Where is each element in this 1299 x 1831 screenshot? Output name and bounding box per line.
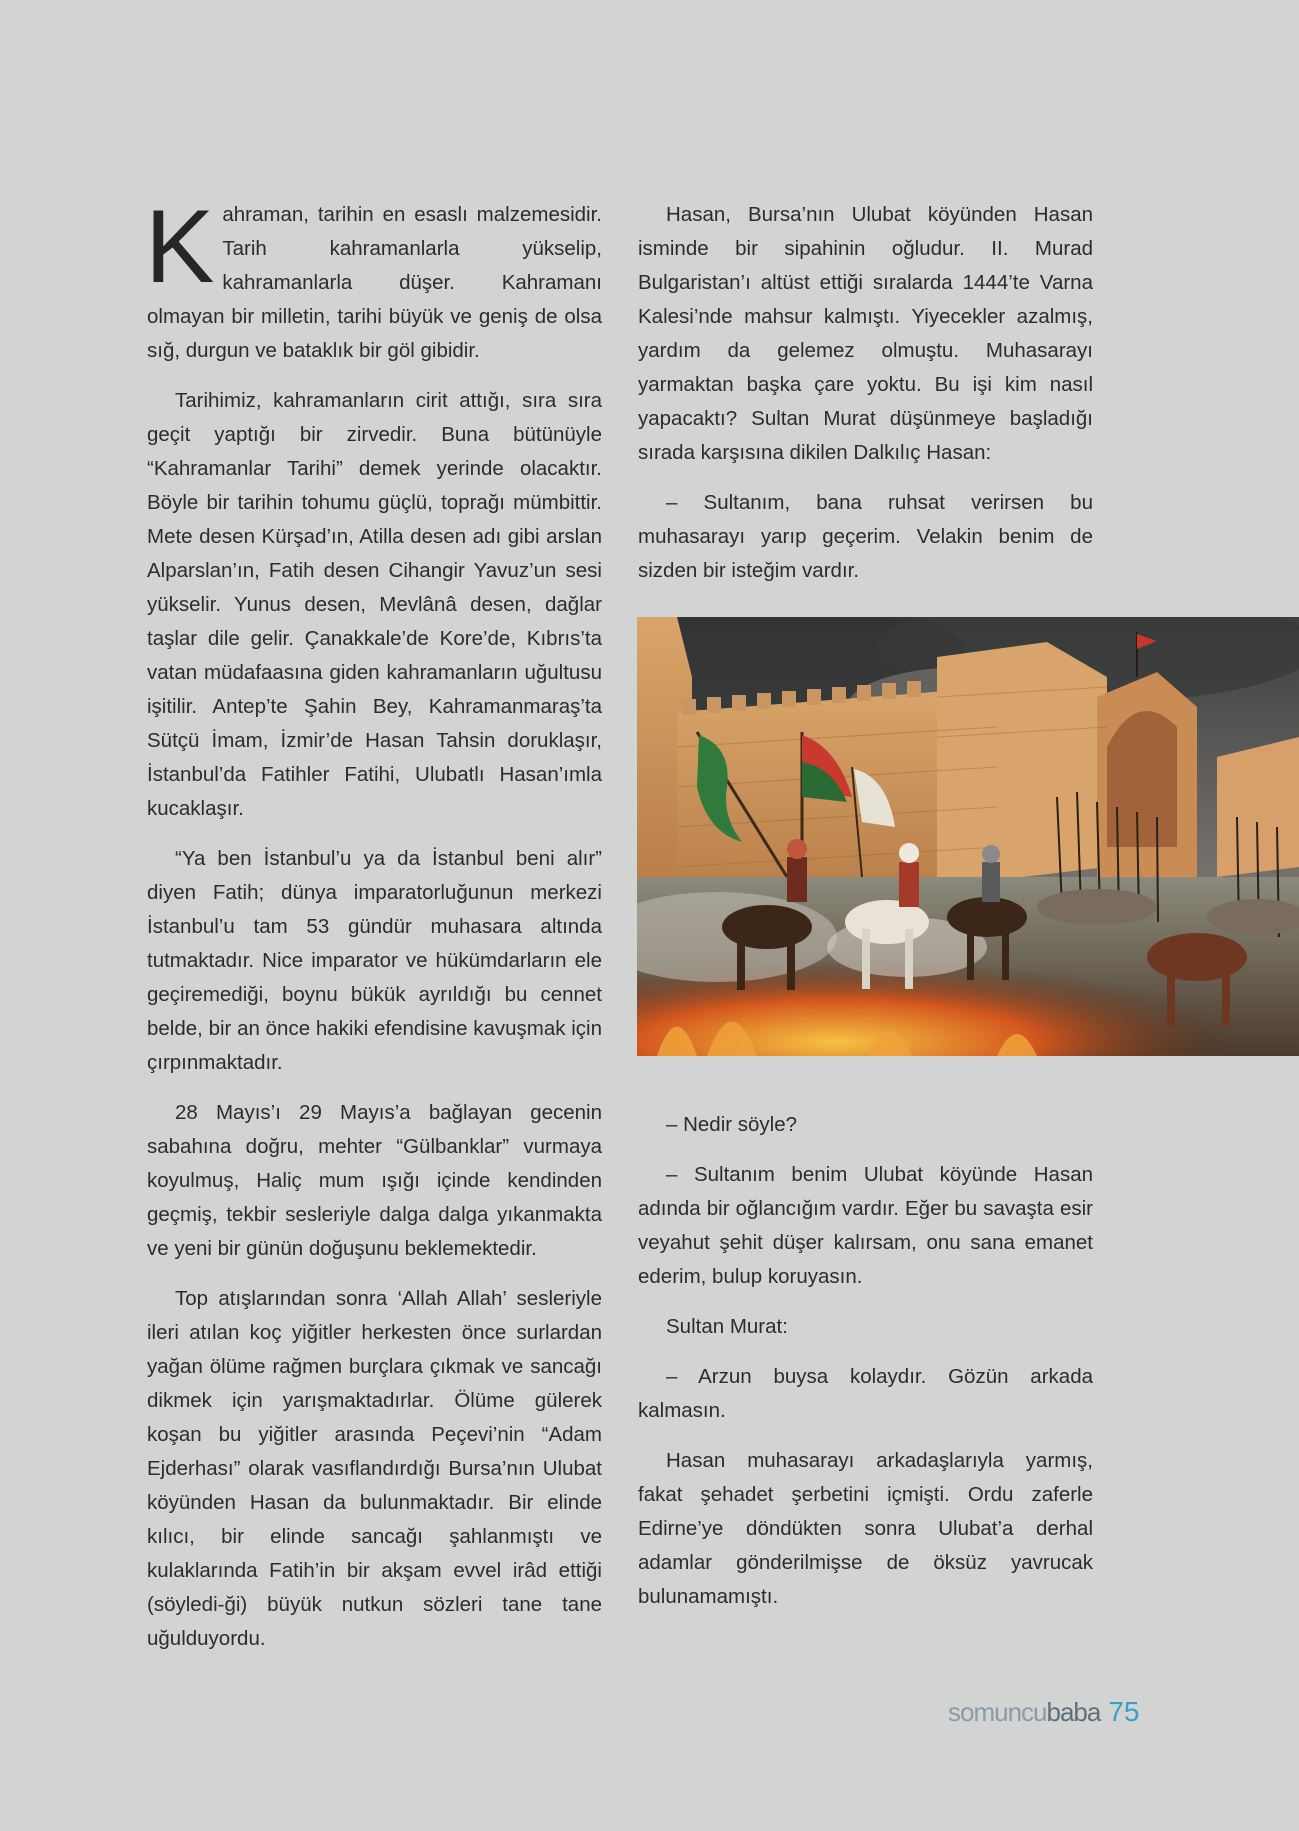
magazine-logo-bold: baba: [1046, 1697, 1101, 1727]
body-paragraph: Hasan muhasarayı arkadaşlarıyla yarmış, fakat şehadet şerbetini içmişti. Ordu zaferle Edirne’ye döndükten sonra Ulubat’a derhal adamlar gönderilmişse de öksüz yavrucak bulunamamıştı.: [638, 1449, 1093, 1608]
siege-painting: [637, 617, 1299, 1056]
dialogue-paragraph: – Nedir söyle?: [666, 1113, 798, 1136]
left-column: [145, 189, 602, 1672]
speaker-line: Sultan Murat:: [666, 1315, 788, 1338]
page-footer: [948, 1696, 1140, 1736]
body-paragraph: Top atışlarından sonra ‘Allah Allah’ sesleriyle ileri atılan koç yiğitler herkesten önce surlardan yağan ölüme rağmen burçlara çıkmak ve sancağı dikmek için yarışmaktadırlar. Ölüme gülerek koşan bu yiğitler arasında Peçevi’nin “Adam Ejderhası” olarak vasıflandırdığı Bursa’nın Ulubat köyünden Hasan da bulunmaktadır. Bir elinde kılıcı, bir elinde sancağı şahlanmıştı ve kulaklarında Fatih’in bir akşam evvel irâd ettiği (söyledi-ği) büyük nutkun sözleri tane tane uğulduyordu.: [147, 1287, 602, 1650]
body-paragraph: 28 Mayıs’ı 29 Mayıs’a bağlayan gecenin sabahına doğru, mehter “Gülbanklar” vurmaya koyulmuş, Haliç mum ışığı içinde kendinden geçmiş, tekbir sesleriyle dalga dalga yıkanmakta ve yeni bir günün doğuşunu beklemektedir.: [147, 1101, 602, 1260]
dialogue-paragraph: – Sultanım, bana ruhsat verirsen bu muhasarayı yarıp geçerim. Velakin benim de sizden bir isteğim vardır.: [638, 491, 1093, 582]
right-column-bottom: [638, 1108, 1093, 1630]
magazine-logo-light: somuncu: [948, 1697, 1047, 1727]
body-paragraph: Hasan, Bursa’nın Ulubat köyünden Hasan isminde bir sipahinin oğludur. II. Murad Bulgaristan’ı altüst ettiği sıralarda 1444’te Varna Kalesi’nde mahsur kalmıştı. Yiyecekler azalmış, yardım da gelemez olmuştu. Muhasarayı yarmaktan başka çare yoktu. Bu işi kim nasıl yapacaktı? Sultan Murat düşünmeye başladığı sırada karşısına dikilen Dalkılıç Hasan:: [638, 203, 1093, 464]
body-paragraph: Tarihimiz, kahramanların cirit attığı, sıra sıra geçit yaptığı bir zirvedir. Buna bütünüyle “Kahramanlar Tarihi” demek yerinde olacaktır. Böyle bir tarihin tohumu güçlü, toprağı mümbittir. Mete desen Kürşad’ın, Atilla desen adı gibi arslan Alparslan’ın, Fatih desen Cihangir Yavuz’un sesi yükselir. Yunus desen, Mevlânâ desen, dağlar taşlar dile gelir. Çanakkale’de Kore’de, Kıbrıs’ta vatan müdafaasına giden kahramanların uğultusu işitilir. Antep’te Şahin Bey, Kahramanmaraş’ta Sütçü İmam, İzmir’de Hasan Tahsin doruklaşır, İstanbul’da Fatihler Fatihi, Ulubatlı Hasan’ımla kucaklaşır.: [147, 389, 602, 820]
page-number: 75: [1108, 1696, 1140, 1727]
body-paragraph: “Ya ben İstanbul’u ya da İstanbul beni alır” diyen Fatih; dünya imparatorluğunun merkezi İstanbul’u tam 53 gündür muhasara altında tutmaktadır. Nice imparator ve hükümdarların ele geçiremediği, boynu bükük ayrıldığı bu cennet belde, bir an önce hakiki efendisine kavuşmak için çırpınmaktadır.: [147, 847, 602, 1074]
drop-cap: K: [145, 189, 213, 305]
intro-paragraph: [145, 189, 602, 368]
dialogue-paragraph: – Arzun buysa kolaydır. Gözün arkada kalmasın.: [638, 1365, 1093, 1422]
dialogue-paragraph: – Sultanım benim Ulubat köyünde Hasan adında bir oğlancığım vardır. Eğer bu savaşta esir veyahut şehit düşer kalırsam, onu sana emanet ederim, bulup koruyasın.: [638, 1163, 1093, 1288]
right-column-top: [638, 198, 1093, 604]
paragraph-text: ahraman, tarihin en esaslı malzemesidir. Tarih kahramanlarla yükselip, kahramanlarla düşer. Kahramanı olmayan bir milletin, tarihi büyük ve geniş de olsa sığ, durgun ve bataklık bir göl gibidir.: [147, 203, 602, 362]
